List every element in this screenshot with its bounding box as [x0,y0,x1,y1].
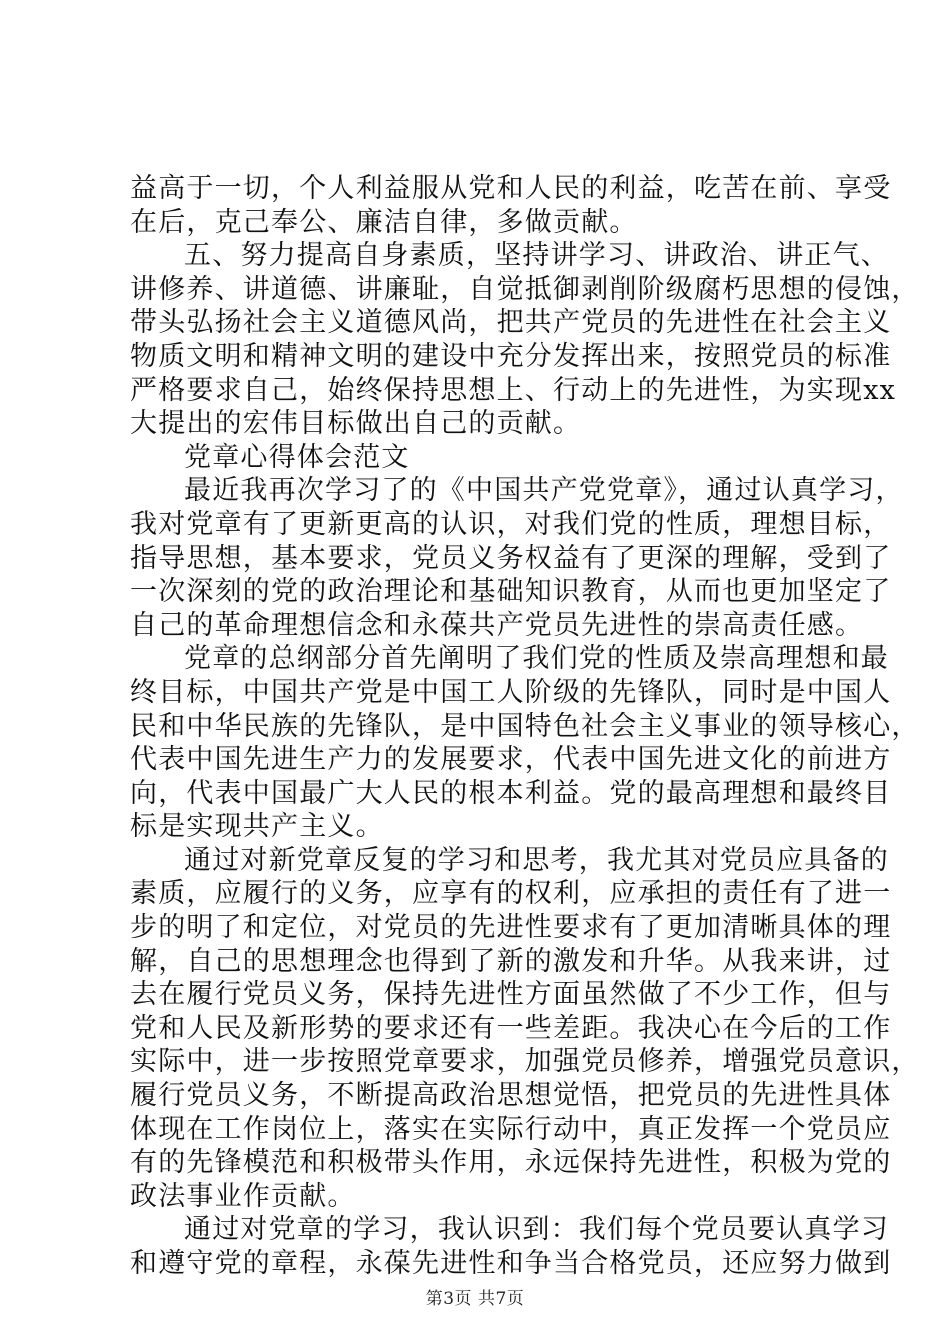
text-line: 讲修养、讲道德、讲廉耻，自觉抵御剥削阶级腐朽思想的侵蚀， [130,273,920,305]
text-line: 向，代表中国最广大人民的根本利益。党的最高理想和最终目 [130,777,892,809]
text-line: 有的先锋模范和积极带头作用，永远保持先进性，积极为党的 [130,1147,892,1179]
text-line: 通过对党章的学习，我认识到：我们每个党员要认真学习 [184,1214,889,1246]
text-line: 最近我再次学习了的《中国共产党党章》，通过认真学习， [184,475,904,507]
text-line: 带头弘扬社会主义道德风尚，把共产党员的先进性在社会主义 [130,307,892,339]
text-line: 素质，应履行的义务，应享有的权利，应承担的责任有了进一 [130,878,892,910]
text-line: 通过对新党章反复的学习和思考，我尤其对党员应具备的 [184,844,889,876]
text-line: 指导思想，基本要求，党员义务权益有了更深的理解，受到了 [130,542,892,574]
text-line: 履行党员义务，不断提高政治思想觉悟，把党员的先进性具体 [130,1080,892,1112]
text-line: 终目标，中国共产党是中国工人阶级的先锋队，同时是中国人 [130,676,892,708]
text-line: 我对党章有了更新更高的认识，对我们党的性质，理想目标， [130,508,892,540]
text-line: 代表中国先进生产力的发展要求，代表中国先进文化的前进方 [130,744,892,776]
section-heading: 党章心得体会范文 [184,441,410,473]
text-line: 去在履行党员义务，保持先进性方面虽然做了不少工作，但与 [130,979,892,1011]
text-line: 和遵守党的章程，永葆先进性和争当合格党员，还应努力做到 [130,1248,892,1279]
text-line: 物质文明和精神文明的建设中充分发挥出来，按照党员的标准 [130,340,892,372]
text-line: 五、努力提高自身素质，坚持讲学习、讲政治、讲正气、 [184,240,889,272]
text-line: 自己的革命理想信念和永葆共产党员先进性的崇高责任感。 [130,609,864,641]
text-line: 在后，克己奉公、廉洁自律，多做贡献。 [130,206,638,238]
text-line: 党和人民及新形势的要求还有一些差距。我决心在今后的工作 [130,1012,892,1044]
text-line: 实际中，进一步按照党章要求，加强党员修养，增强党员意识， [130,1046,920,1078]
page-number-footer: 第3页 共7页 [425,1289,525,1309]
text-line: 体现在工作岗位上，落实在实际行动中，真正发挥一个党员应 [130,1113,892,1145]
text-line: 严格要求自己，始终保持思想上、行动上的先进性，为实现xx [130,374,897,406]
text-line: 民和中华民族的先锋队，是中国特色社会主义事业的领导核心， [130,710,920,742]
text-line: 益高于一切，个人利益服从党和人民的利益，吃苦在前、享受 [130,173,892,204]
text-line: 标是实现共产主义。 [130,811,384,843]
text-line: 解，自己的思想理念也得到了新的激发和升华。从我来讲，过 [130,945,892,977]
document-body [130,172,920,1281]
text-line: 党章的总纲部分首先阐明了我们党的性质及崇高理想和最 [184,643,889,675]
text-line: 大提出的宏伟目标做出自己的贡献。 [130,408,582,440]
text-line: 步的明了和定位，对党员的先进性要求有了更加清晰具体的理 [130,912,892,944]
text-line: 政法事业作贡献。 [130,1180,356,1212]
text-line: 一次深刻的党的政治理论和基础知识教育，从而也更加坚定了 [130,576,892,608]
